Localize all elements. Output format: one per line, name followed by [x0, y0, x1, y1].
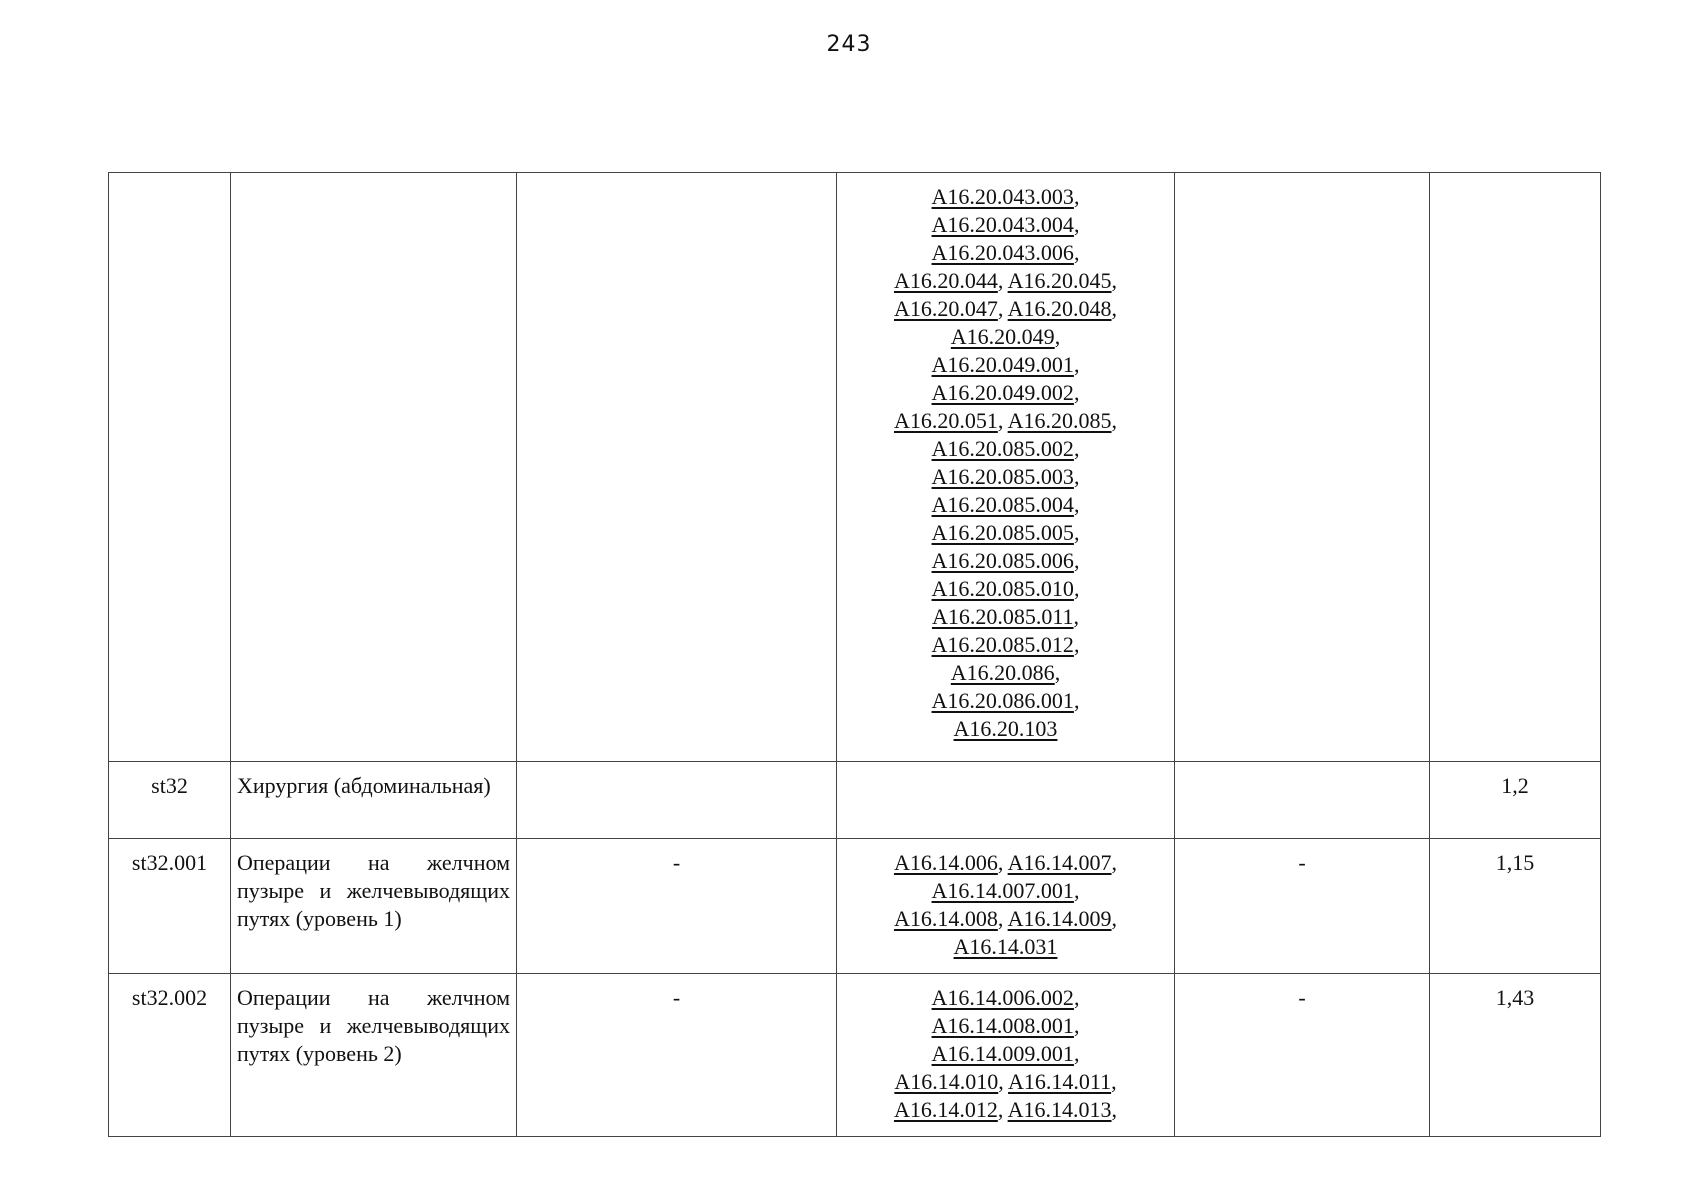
- service-code-line: [843, 984, 1168, 1012]
- ksg-code-cell: st32.002: [109, 974, 231, 1137]
- service-code-link[interactable]: A16.20.043.004: [931, 212, 1074, 237]
- service-code-link[interactable]: A16.20.085.011: [931, 604, 1074, 629]
- service-code-link[interactable]: A16.14.008: [893, 906, 998, 931]
- table-row: [109, 974, 1601, 1137]
- service-code-link[interactable]: A16.14.007: [1007, 850, 1112, 875]
- service-codes-cell: [837, 762, 1175, 839]
- separator: ,: [998, 1069, 1009, 1094]
- separator: ,: [1073, 1013, 1080, 1038]
- service-codes-cell: [837, 974, 1175, 1137]
- separator: ,: [1111, 850, 1118, 875]
- separator: ,: [1073, 576, 1080, 601]
- service-code-line: [843, 519, 1168, 547]
- coefficient-cell: 1,15: [1430, 839, 1601, 974]
- table-row: [109, 173, 1601, 762]
- service-code-line: [843, 631, 1168, 659]
- service-code-link[interactable]: A16.14.011: [1008, 1069, 1112, 1094]
- coefficient-cell: [1430, 173, 1601, 762]
- service-code-line: [843, 407, 1168, 435]
- service-code-link[interactable]: A16.20.047: [893, 296, 998, 321]
- diagnosis-code-cell: -: [517, 974, 837, 1137]
- separator: ,: [1073, 632, 1080, 657]
- service-code-link[interactable]: A16.14.008.001: [931, 1013, 1074, 1038]
- separator: ,: [1073, 240, 1080, 265]
- separator: ,: [1073, 520, 1080, 545]
- separator: ,: [1073, 878, 1080, 903]
- separator: ,: [997, 1097, 1008, 1122]
- table-row: [109, 762, 1601, 839]
- service-code-link[interactable]: A16.20.048: [1007, 296, 1112, 321]
- service-codes-cell: [837, 839, 1175, 974]
- service-code-line: [843, 463, 1168, 491]
- separator: ,: [997, 296, 1008, 321]
- service-code-link[interactable]: A16.20.085.005: [931, 520, 1074, 545]
- diagnosis-code-cell: [517, 762, 837, 839]
- separator: ,: [1073, 1041, 1080, 1066]
- service-code-link[interactable]: A16.20.085: [1007, 408, 1112, 433]
- service-code-line: [843, 687, 1168, 715]
- service-code-link[interactable]: A16.14.010: [894, 1069, 999, 1094]
- extra-criteria-cell: [1175, 173, 1430, 762]
- service-code-link[interactable]: A16.14.031: [953, 934, 1058, 959]
- separator: ,: [1111, 296, 1118, 321]
- service-code-link[interactable]: A16.14.013: [1007, 1097, 1112, 1122]
- service-code-line: [843, 575, 1168, 603]
- service-code-link[interactable]: A16.14.006: [893, 850, 998, 875]
- service-code-link[interactable]: A16.20.049: [950, 324, 1055, 349]
- service-code-link[interactable]: A16.20.051: [893, 408, 998, 433]
- service-code-line: [843, 1012, 1168, 1040]
- page-number: 243: [826, 32, 872, 57]
- service-code-line: [843, 715, 1168, 743]
- ksg-table: [108, 172, 1601, 1137]
- service-code-link[interactable]: A16.14.012: [893, 1097, 998, 1122]
- service-code-link[interactable]: A16.20.085.006: [931, 548, 1074, 573]
- service-code-line: [843, 1096, 1168, 1124]
- separator: ,: [1073, 604, 1080, 629]
- service-code-link[interactable]: A16.20.045: [1007, 268, 1112, 293]
- service-code-line: [843, 491, 1168, 519]
- service-code-line: [843, 603, 1168, 631]
- diagnosis-code-cell: [517, 173, 837, 762]
- service-code-line: [843, 547, 1168, 575]
- service-code-line: [843, 435, 1168, 463]
- separator: ,: [1073, 436, 1080, 461]
- service-code-link[interactable]: A16.20.085.010: [931, 576, 1074, 601]
- service-code-line: [843, 211, 1168, 239]
- service-code-link[interactable]: A16.20.086.001: [931, 688, 1074, 713]
- table-row: [109, 839, 1601, 974]
- extra-criteria-cell: -: [1175, 839, 1430, 974]
- service-code-line: [843, 905, 1168, 933]
- service-code-line: [843, 659, 1168, 687]
- ksg-name-cell: Хирургия (абдоминальная): [231, 762, 517, 839]
- service-code-link[interactable]: A16.20.103: [953, 716, 1058, 741]
- service-code-line: [843, 295, 1168, 323]
- service-code-line: [843, 849, 1168, 877]
- service-code-link[interactable]: A16.20.049.002: [931, 380, 1074, 405]
- service-code-line: [843, 351, 1168, 379]
- service-code-link[interactable]: A16.20.085.012: [931, 632, 1074, 657]
- ksg-name-cell: Операции на желчном пузыре и желчевыводящих путях (уровень 1): [231, 839, 517, 974]
- coefficient-cell: 1,43: [1430, 974, 1601, 1137]
- ksg-name-cell: [231, 173, 517, 762]
- separator: ,: [1073, 464, 1080, 489]
- coefficient-cell: 1,2: [1430, 762, 1601, 839]
- service-code-line: [843, 933, 1168, 961]
- service-codes-cell: [837, 173, 1175, 762]
- separator: ,: [1054, 324, 1061, 349]
- service-code-link[interactable]: A16.14.007.001: [931, 878, 1074, 903]
- ksg-code-cell: st32.001: [109, 839, 231, 974]
- service-code-line: [843, 323, 1168, 351]
- service-code-link[interactable]: A16.20.086: [950, 660, 1055, 685]
- separator: ,: [1111, 906, 1118, 931]
- service-code-link[interactable]: A16.20.049.001: [931, 352, 1074, 377]
- service-code-line: [843, 877, 1168, 905]
- separator: ,: [1111, 1069, 1117, 1094]
- service-code-line: [843, 183, 1168, 211]
- service-code-link[interactable]: A16.20.085.002: [931, 436, 1074, 461]
- service-code-line: [843, 1068, 1168, 1096]
- ksg-name-cell: Операции на желчном пузыре и желчевыводящих путях (уровень 2): [231, 974, 517, 1137]
- ksg-code-cell: st32: [109, 762, 231, 839]
- separator: ,: [1073, 352, 1080, 377]
- service-code-link[interactable]: A16.14.009: [1007, 906, 1112, 931]
- separator: ,: [997, 408, 1008, 433]
- diagnosis-code-cell: -: [517, 839, 837, 974]
- service-code-link[interactable]: A16.20.085.003: [931, 464, 1074, 489]
- service-code-line: [843, 1040, 1168, 1068]
- separator: ,: [997, 906, 1008, 931]
- separator: ,: [1073, 548, 1080, 573]
- separator: ,: [997, 850, 1008, 875]
- service-code-link[interactable]: A16.20.043.003: [931, 184, 1074, 209]
- separator: ,: [1073, 380, 1080, 405]
- extra-criteria-cell: -: [1175, 974, 1430, 1137]
- separator: ,: [1111, 408, 1118, 433]
- service-code-link[interactable]: A16.14.009.001: [931, 1041, 1074, 1066]
- ksg-code-cell: [109, 173, 231, 762]
- service-code-line: [843, 239, 1168, 267]
- separator: ,: [1073, 212, 1080, 237]
- separator: ,: [1073, 492, 1080, 517]
- separator: ,: [1073, 985, 1080, 1010]
- separator: ,: [1054, 660, 1061, 685]
- separator: ,: [997, 268, 1008, 293]
- service-code-line: [843, 379, 1168, 407]
- service-code-link[interactable]: A16.20.085.004: [931, 492, 1074, 517]
- service-code-link[interactable]: A16.20.043.006: [931, 240, 1074, 265]
- separator: ,: [1073, 688, 1080, 713]
- service-code-link[interactable]: A16.20.044: [893, 268, 998, 293]
- separator: ,: [1073, 184, 1080, 209]
- service-code-link[interactable]: A16.14.006.002: [931, 985, 1074, 1010]
- extra-criteria-cell: [1175, 762, 1430, 839]
- separator: ,: [1111, 268, 1118, 293]
- service-code-line: [843, 267, 1168, 295]
- separator: ,: [1111, 1097, 1118, 1122]
